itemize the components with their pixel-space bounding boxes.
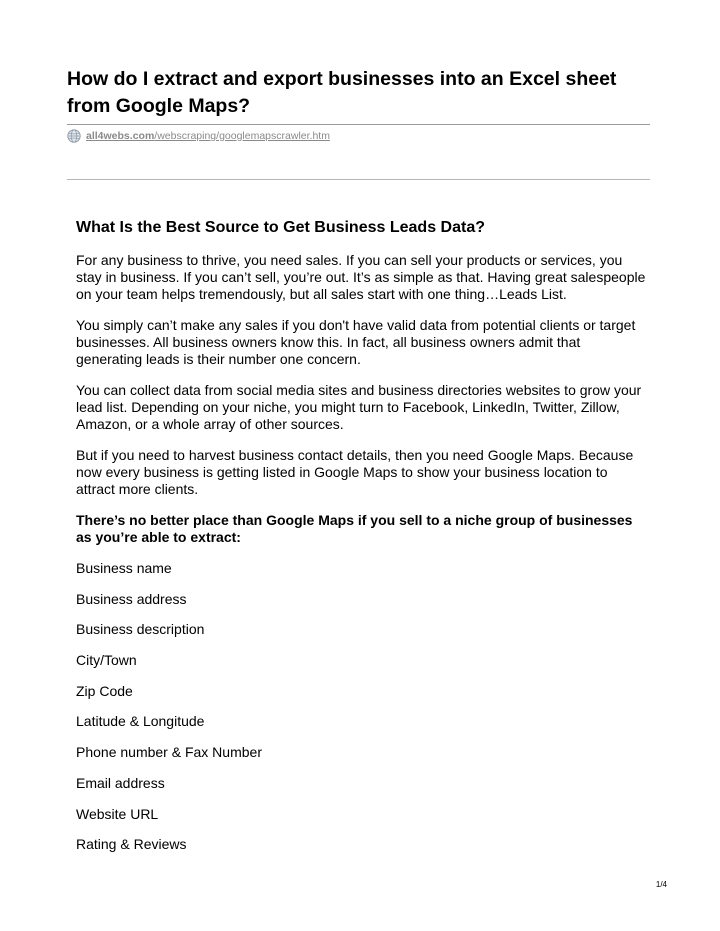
source-domain: all4webs.com [86,130,155,142]
paragraph-3: You can collect data from social media sites and business directories websites to grow your lead list. Depending on your niche, you might turn to Facebook, LinkedIn, Twitter, Zillow, Amazon, or a whole array of other sources. [76,382,642,432]
paragraph-4: But if you need to harvest business contact details, then you need Google Maps. Because now every business is getting listed in Google Maps to show your business location to attract more clients. [76,447,634,497]
list-item: Business name [76,560,172,576]
title-divider [67,124,650,125]
list-item: Business description [76,621,205,638]
section-heading: What Is the Best Source to Get Business Leads Data? [76,219,485,236]
extract-intro: There’s no better place than Google Maps if you sell to a niche group of businesses as you’re able to extract: [76,512,633,545]
list-item: Website URL [76,805,159,822]
section-divider [67,179,650,180]
globe-icon [67,129,81,143]
page-title: How do I extract and export businesses into an Excel sheet from Google Maps? [67,68,617,117]
list-item: Business address [76,590,187,607]
source-link-row[interactable] [67,128,330,144]
paragraph-2: You simply can’t make any sales if you don't have valid data from potential clients or target businesses. All business owners know this. In fact, all business owners admit that generating leads is their number one concern. [76,317,636,367]
list-item: Zip Code [76,682,133,699]
list-item: Latitude & Longitude [76,713,205,730]
article-body [76,217,646,867]
source-url-link[interactable] [86,130,330,142]
source-path: /webscraping/googlemapscrawler.htm [154,130,330,142]
list-item: Rating & Reviews [76,836,187,853]
list-item: Email address [76,774,165,791]
paragraph-1: For any business to thrive, you need sales. If you can sell your products or services, you stay in business. If you can’t sell, you’re out. It’s as simple as that. Having great salespeople on your team helps tremendously, but all sales start with one thing…Leads List. [76,252,646,302]
page-number: 1/4 [655,880,667,889]
list-item: Phone number & Fax Number [76,744,262,761]
list-item: City/Town [76,652,137,669]
extractable-fields-list [76,560,646,853]
